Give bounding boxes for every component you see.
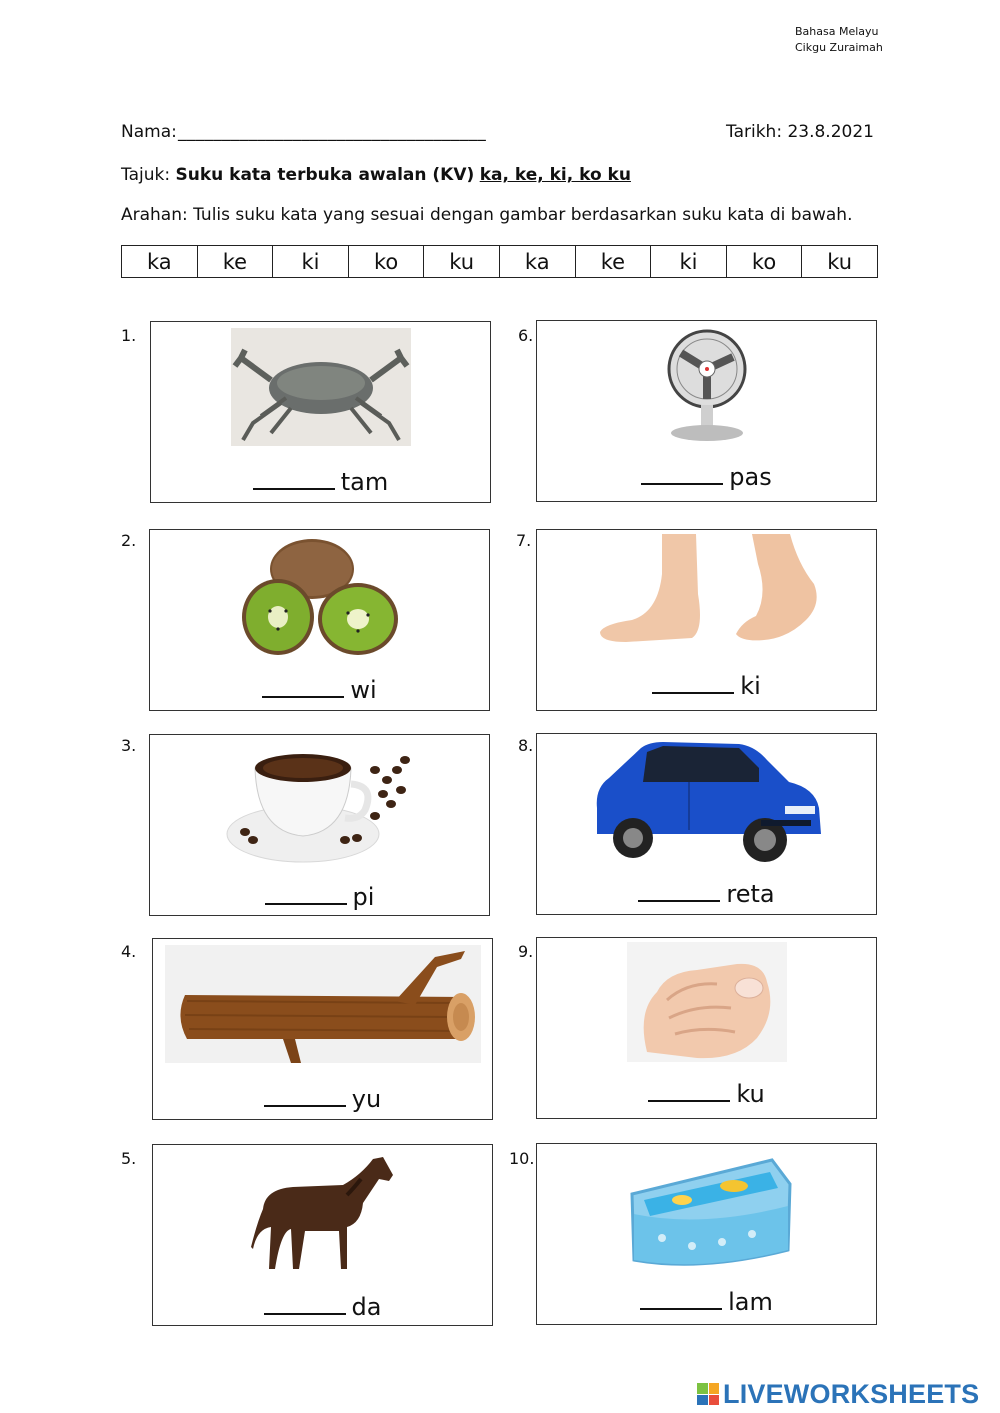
coffee-icon	[225, 740, 415, 864]
answer-blank[interactable]	[264, 1083, 346, 1107]
wood-log-icon	[165, 945, 481, 1063]
word-suffix: lam	[728, 1288, 773, 1316]
topic-title: Suku kata terbuka awalan (KV)	[175, 165, 475, 185]
answer-row	[537, 878, 876, 908]
word-suffix: ku	[736, 1080, 765, 1108]
answer-row	[150, 674, 489, 704]
answer-blank[interactable]	[265, 881, 347, 905]
item-card-4	[152, 938, 493, 1120]
answer-row	[537, 670, 876, 700]
syllable-cell: ku	[424, 246, 500, 278]
liveworksheets-logo[interactable]	[697, 1378, 979, 1410]
word-suffix: reta	[726, 880, 775, 908]
item-card-2	[149, 529, 490, 711]
instruction: Arahan: Tulis suku kata yang sesuai dengan gambar berdasarkan suku kata di bawah.	[121, 205, 853, 225]
answer-row	[153, 1291, 492, 1321]
item-card-9	[536, 937, 877, 1119]
item-card-10	[536, 1143, 877, 1325]
word-suffix: pi	[352, 883, 375, 911]
topic-syllables: ka, ke, ki, ko ku	[479, 165, 631, 185]
item-number: 6.	[518, 326, 534, 345]
word-suffix: wi	[350, 676, 377, 704]
syllable-cell: ke	[575, 246, 651, 278]
answer-blank[interactable]	[262, 674, 344, 698]
name-blank[interactable]: ___________________________________	[178, 122, 486, 142]
logo-icon	[697, 1383, 719, 1405]
syllable-cell: ki	[651, 246, 727, 278]
syllable-table	[121, 245, 878, 278]
syllable-cell: ke	[197, 246, 273, 278]
syllable-cell: ka	[122, 246, 198, 278]
answer-row	[537, 461, 876, 491]
syllable-cell: ka	[499, 246, 575, 278]
topic-label: Tajuk:	[121, 165, 171, 185]
answer-blank[interactable]	[648, 1078, 730, 1102]
answer-row	[151, 466, 490, 496]
answer-blank[interactable]	[638, 878, 720, 902]
item-number: 7.	[516, 531, 532, 550]
item-number: 1.	[121, 326, 137, 345]
answer-blank[interactable]	[264, 1291, 346, 1315]
teacher-label: Cikgu Zuraimah	[795, 41, 883, 54]
item-number: 5.	[121, 1149, 137, 1168]
answer-row	[537, 1078, 876, 1108]
syllable-cell: ko	[726, 246, 802, 278]
word-suffix: pas	[729, 463, 772, 491]
subject-label: Bahasa Melayu	[795, 25, 879, 38]
item-card-3	[149, 734, 490, 916]
item-card-5	[152, 1144, 493, 1326]
answer-blank[interactable]	[641, 461, 723, 485]
item-card-1	[150, 321, 491, 503]
kiwi-icon	[240, 535, 400, 659]
fan-icon	[657, 327, 757, 445]
item-card-8	[536, 733, 877, 915]
pool-icon	[622, 1154, 792, 1270]
crab-icon	[231, 328, 411, 446]
syllable-cell: ku	[802, 246, 878, 278]
item-number: 4.	[121, 942, 137, 961]
car-icon	[589, 738, 825, 862]
item-number: 8.	[518, 736, 534, 755]
word-suffix: tam	[340, 468, 389, 496]
syllable-cell: ki	[273, 246, 349, 278]
answer-blank[interactable]	[253, 466, 335, 490]
item-number: 3.	[121, 736, 137, 755]
answer-blank[interactable]	[652, 670, 734, 694]
item-number: 10.	[509, 1149, 535, 1168]
horse-icon	[243, 1149, 403, 1275]
feet-icon	[592, 534, 822, 652]
answer-row	[537, 1286, 876, 1316]
syllable-cell: ko	[348, 246, 424, 278]
word-suffix: yu	[351, 1085, 382, 1113]
word-suffix: ki	[740, 672, 761, 700]
item-number: 2.	[121, 531, 137, 550]
date-label: Tarikh: 23.8.2021	[726, 122, 874, 142]
item-number: 9.	[518, 942, 534, 961]
brand-name: LIVEWORKSHEETS	[723, 1378, 980, 1409]
fingernail-icon	[627, 942, 787, 1062]
answer-row	[150, 881, 489, 911]
answer-row	[153, 1083, 492, 1113]
item-card-7	[536, 529, 877, 711]
answer-blank[interactable]	[640, 1286, 722, 1310]
name-label: Nama:	[121, 122, 177, 142]
word-suffix: da	[351, 1293, 382, 1321]
topic-row	[121, 165, 631, 185]
item-card-6	[536, 320, 877, 502]
